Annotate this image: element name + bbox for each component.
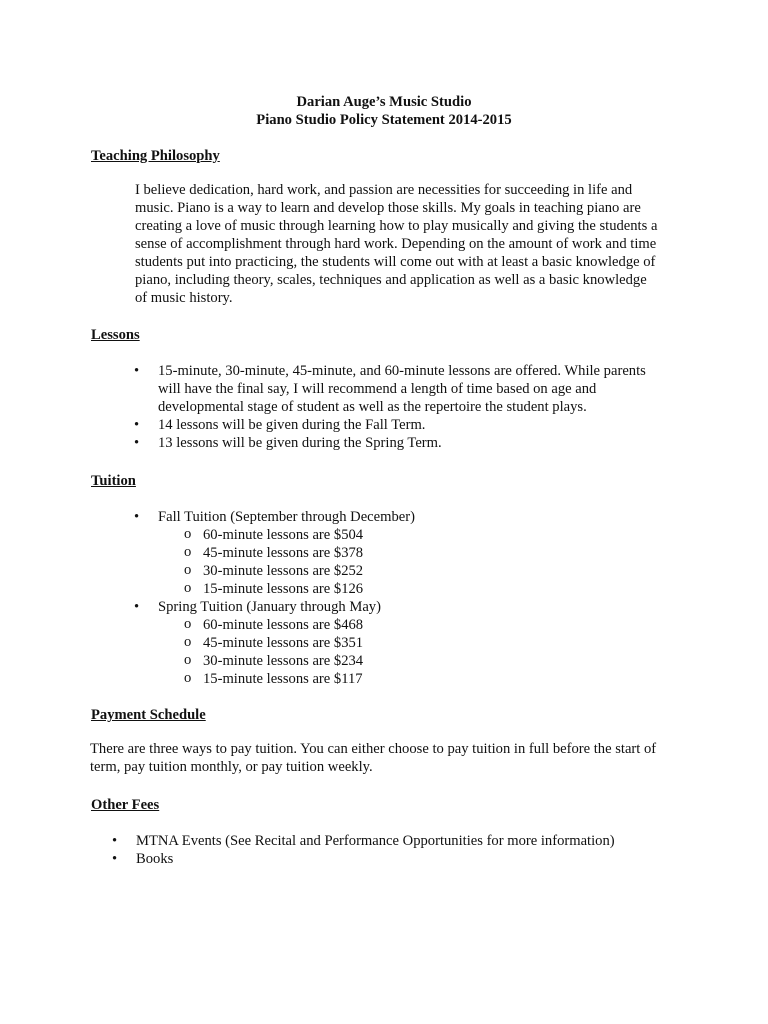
spring-tuition-label: • Spring Tuition (January through May): [158, 599, 381, 615]
other-fees-heading: Other Fees: [91, 797, 160, 813]
tuition-list: [134, 508, 415, 688]
list-item: [134, 362, 646, 416]
list-item-text: • 13 lessons will be given during the Spring Term.: [158, 435, 442, 451]
paragraph-line: There are three ways to pay tuition. You can either choose to pay tuition in full before the start of: [90, 741, 657, 757]
teaching-philosophy-paragraph: [135, 181, 657, 307]
statement-title: Piano Studio Policy Statement 2014-2015: [256, 112, 512, 128]
paragraph-line: creating a love of music through learning how to play musically and giving the students a: [135, 218, 658, 234]
paragraph-line: piano, including theory, scales, techniques and application as well as a basic knowledge: [135, 272, 647, 288]
list-item: [134, 598, 415, 688]
list-item: [112, 832, 615, 850]
list-item: [134, 508, 415, 598]
other-fees-list: [112, 832, 615, 868]
list-item: [134, 434, 646, 452]
list-item-text: • 14 lessons will be given during the Fall Term.: [158, 417, 426, 433]
list-item-line: developmental stage of student as well as the repertoire the student plays.: [158, 399, 587, 415]
paragraph-line: music. Piano is a way to learn and develop those skills. My goals in teaching piano are: [135, 200, 641, 216]
sub-list-item: o 15-minute lessons are $117: [158, 670, 415, 688]
lessons-list: [134, 362, 646, 452]
sub-list-item: o 30-minute lessons are $234: [158, 652, 415, 670]
payment-schedule-heading: Payment Schedule: [91, 707, 206, 723]
list-item-text: • Books: [136, 851, 174, 867]
list-item-text: • MTNA Events (See Recital and Performance Opportunities for more information): [136, 833, 615, 849]
tuition-heading: Tuition: [91, 473, 136, 489]
sub-list-item: o 60-minute lessons are $468: [158, 616, 415, 634]
list-item-line: • 15-minute, 30-minute, 45-minute, and 60-minute lessons are offered. While parents: [158, 363, 646, 379]
lessons-heading: Lessons: [91, 327, 140, 343]
paragraph-line: sense of accomplishment through hard work. Depending on the amount of work and time: [135, 236, 657, 252]
list-item: [112, 850, 615, 868]
sub-list-item: o 45-minute lessons are $378: [158, 544, 415, 562]
list-item-line: will have the final say, I will recommend a length of time based on age and: [158, 381, 597, 397]
sub-list-item: o 45-minute lessons are $351: [158, 634, 415, 652]
sub-list-item: o 60-minute lessons are $504: [158, 526, 415, 544]
studio-name: Darian Auge’s Music Studio: [296, 94, 472, 110]
spring-tuition-sublist: [158, 616, 415, 688]
paragraph-line: of music history.: [135, 290, 233, 306]
paragraph-line: students put into practicing, the students will come out with at least a basic knowledge of: [135, 254, 656, 270]
fall-tuition-label: • Fall Tuition (September through December): [158, 509, 415, 525]
sub-list-item: o 15-minute lessons are $126: [158, 580, 415, 598]
sub-list-item: o 30-minute lessons are $252: [158, 562, 415, 580]
fall-tuition-sublist: [158, 526, 415, 598]
list-item: [134, 416, 646, 434]
paragraph-line: term, pay tuition monthly, or pay tuition weekly.: [90, 759, 373, 775]
payment-schedule-paragraph: [90, 740, 656, 776]
paragraph-line: I believe dedication, hard work, and passion are necessities for succeeding in life and: [135, 182, 633, 198]
teaching-philosophy-heading: Teaching Philosophy: [91, 148, 220, 164]
